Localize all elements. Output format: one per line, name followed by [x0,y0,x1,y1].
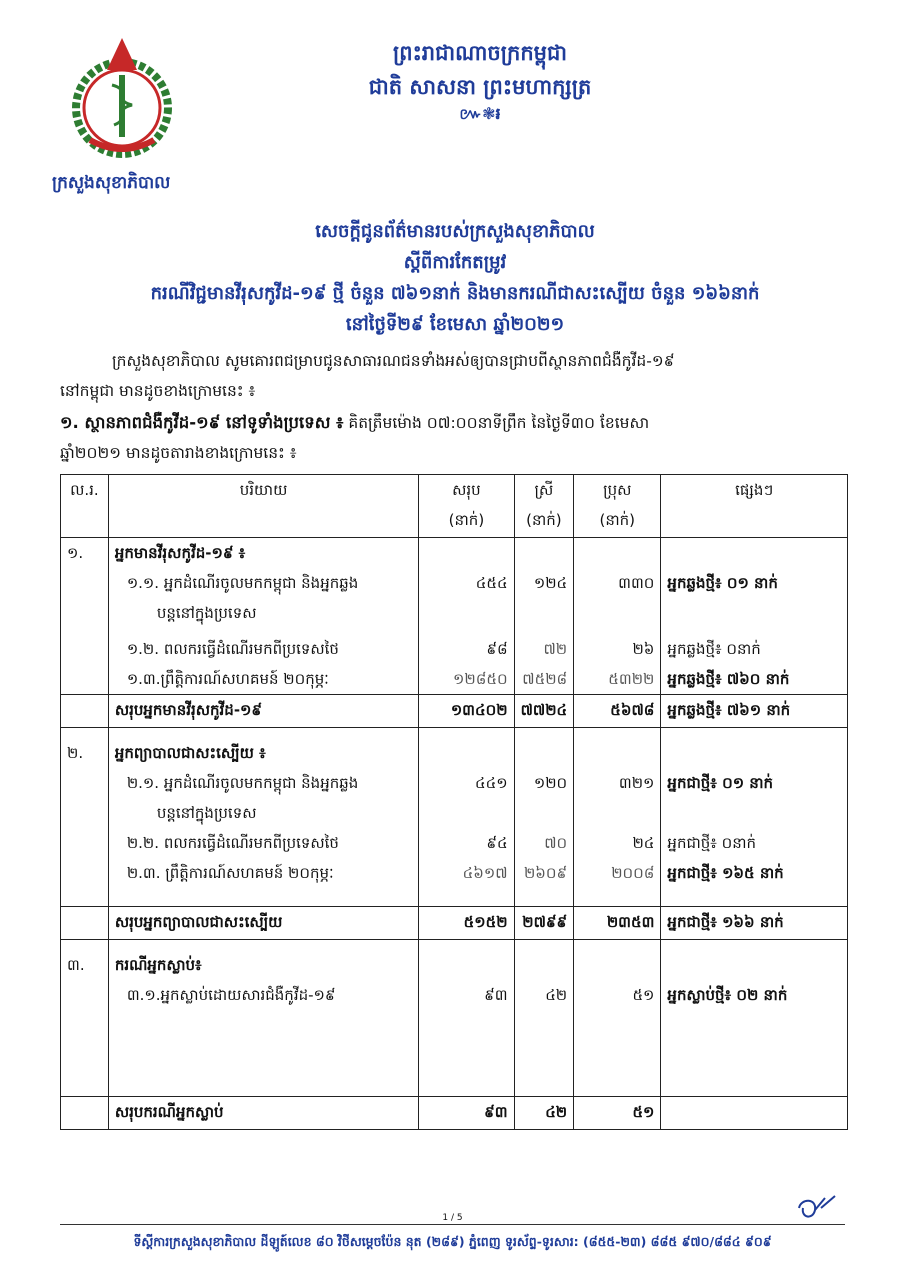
table-group-row [61,728,848,907]
header-male: ប្រុស (នាក់) [574,475,661,538]
header-description: បរិយាយ [108,475,418,538]
kingdom-name: ព្រះរាជាណាចក្រកម្ពុជា [392,41,567,65]
ornament: ៚❃៛ [459,104,501,123]
group-other: អ្នកស្លាប់ថ្មី៖ ០២ នាក់ [661,940,848,1097]
summary-row: សរុបករណីអ្នកស្លាប់ ៩៣ ៤២ ៥១ [61,1097,848,1130]
header-other: ផ្សេងៗ [661,475,848,538]
group-male: ៥១ [574,940,661,1097]
document-title [40,216,870,340]
group-male: ៣២១ ២៤ ២០០៨ [574,728,661,907]
group-number: ២. [61,728,109,907]
title-line-3: ករណីវិជ្ជមានវីរុសកូវីដ-១៩ ថ្មី ចំនួន ៧៦១នាក់ និងមានករណីជាសះស្បើយ ចំនួន ១៦៦នាក់ [150,283,760,304]
group-number: ៣. [61,940,109,1097]
group-description: ករណីអ្នកស្លាប់៖ ៣.១.អ្នកស្លាប់ដោយសារជំងឺកូវីដ-១៩ [108,940,418,1097]
footer-address: ទីស្តីការក្រសួងសុខាភិបាល ដីឡូត៍លេខ ៨០ វិថីសម្តេចប៉ែន នុត (២៨៩) ភ្នំពេញ ទូរស័ព្ទ-ទូរសារ: (៨៥៥-២៣) ៨៨៥ ៩៧០/៨៨៤ ៩០៩ [133,1234,772,1249]
section-text-2: ឆ្នាំ២០២១ មានដូចតារាងខាងក្រោមនេះ ៖ [60,444,297,462]
group-male: ៣៣០ ២៦ ៥៣២២ [574,538,661,695]
header-total: សរុប (នាក់) [419,475,514,538]
ministry-logo [62,30,182,170]
national-motto: ជាតិ សាសនា ព្រះមហាក្សត្រ [368,75,592,99]
group-other: អ្នកឆ្លងថ្មី៖ ០១ នាក់ អ្នកឆ្លងថ្មី៖ ០នាក់ អ្នកឆ្លងថ្មី៖ ៧៦០ នាក់ [661,538,848,695]
intro-line-2: នៅកម្ពុជា មានដូចខាងក្រោមនេះ ៖ [60,382,256,400]
footer-divider [60,1224,845,1225]
table-group-row [61,538,848,695]
section-text-1: គិតត្រឹមម៉ោង ០៧:០០នាទីព្រឹក នៃថ្ងៃទី៣០ ខែមេសា [343,414,650,432]
table-header-row [61,475,848,538]
intro-line-1: ក្រសួងសុខាភិបាល សូមគោរពជម្រាបជូនសាធារណជនទាំងអស់ឲ្យបានជ្រាបពីស្ថានភាពជំងឺកូវីដ-១៩ [112,352,675,370]
group-female: ១២៤ ៧២ ៧៥២៨ [514,538,574,695]
group-other: អ្នកជាថ្មី៖ ០១ នាក់ អ្នកជាថ្មី៖ ០នាក់ អ្នកជាថ្មី៖ ១៦៥ នាក់ [661,728,848,907]
group-female: ១២០ ៧០ ២៦០៩ [514,728,574,907]
group-description: អ្នកព្យាបាលជាសះស្បើយ ៖ ២.១. អ្នកដំណើរចូលមកកម្ពុជា និងអ្នកឆ្លង បន្តនៅក្នុងប្រទេស ២.២. ពលករធ្វើដំណើរមកពីប្រទេសថៃ ២.៣. ព្រឹត្តិការណ៍សហគមន៍ ២០កុម្ភៈ [108,728,418,907]
group-totals: ៤៥៤ ៩៨ ១២៨៥០ [419,538,514,695]
summary-label: សរុបអ្នកព្យាបាលជាសះស្បើយ [108,907,418,940]
header-female: ស្រី (នាក់) [514,475,574,538]
section-1 [60,408,850,468]
group-totals: ៩៣ [419,940,514,1097]
covid-stats-table [60,474,848,1130]
title-line-1: សេចក្តីជូនព័ត៌មានរបស់ក្រសួងសុខាភិបាល [315,221,595,242]
header-no: ល.រ. [61,475,109,538]
title-line-4: នៅថ្ងៃទី២៩ ខែមេសា ឆ្នាំ២០២១ [345,314,565,335]
intro-paragraph [60,346,840,406]
group-number: ១. [61,538,109,695]
group-totals: ៤៤១ ៩៤ ៤៦១៧ [419,728,514,907]
summary-label: សរុបអ្នកមានវីរុសកូវីដ-១៩ [108,695,418,728]
ministry-name: ក្រសួងសុខាភិបាល [52,173,171,193]
table-group-row [61,940,848,1097]
page-number: 1 / 5 [442,1213,463,1223]
section-heading: ១. ស្ថានភាពជំងឺកូវីដ-១៩ នៅទូទាំងប្រទេស ៖ [60,413,344,432]
summary-row: សរុបអ្នកព្យាបាលជាសះស្បើយ ៥១៥២ ២៧៩៩ ២៣៥៣ អ្នកជាថ្មី៖ ១៦៦ នាក់ [61,907,848,940]
summary-row: សរុបអ្នកមានវីរុសកូវីដ-១៩ ១៣៤០២ ៧៧២៤ ៥៦៧៨ អ្នកឆ្លងថ្មី៖ ៧៦១ នាក់ [61,695,848,728]
summary-label: សរុបករណីអ្នកស្លាប់ [108,1097,418,1130]
title-line-2: ស្តីពីការកែតម្រូវ [403,252,507,273]
group-description: អ្នកមានវីរុសកូវីដ-១៩ ៖ ១.១. អ្នកដំណើរចូលមកកម្ពុជា និងអ្នកឆ្លង បន្តនៅក្នុងប្រទេស ១.២. ពលករធ្វើដំណើរមកពីប្រទេសថៃ ១.៣.ព្រឹត្តិការណ៍សហគមន៍ ២០កុម្ភៈ [108,538,418,695]
group-female: ៤២ [514,940,574,1097]
kingdom-header [300,36,660,124]
